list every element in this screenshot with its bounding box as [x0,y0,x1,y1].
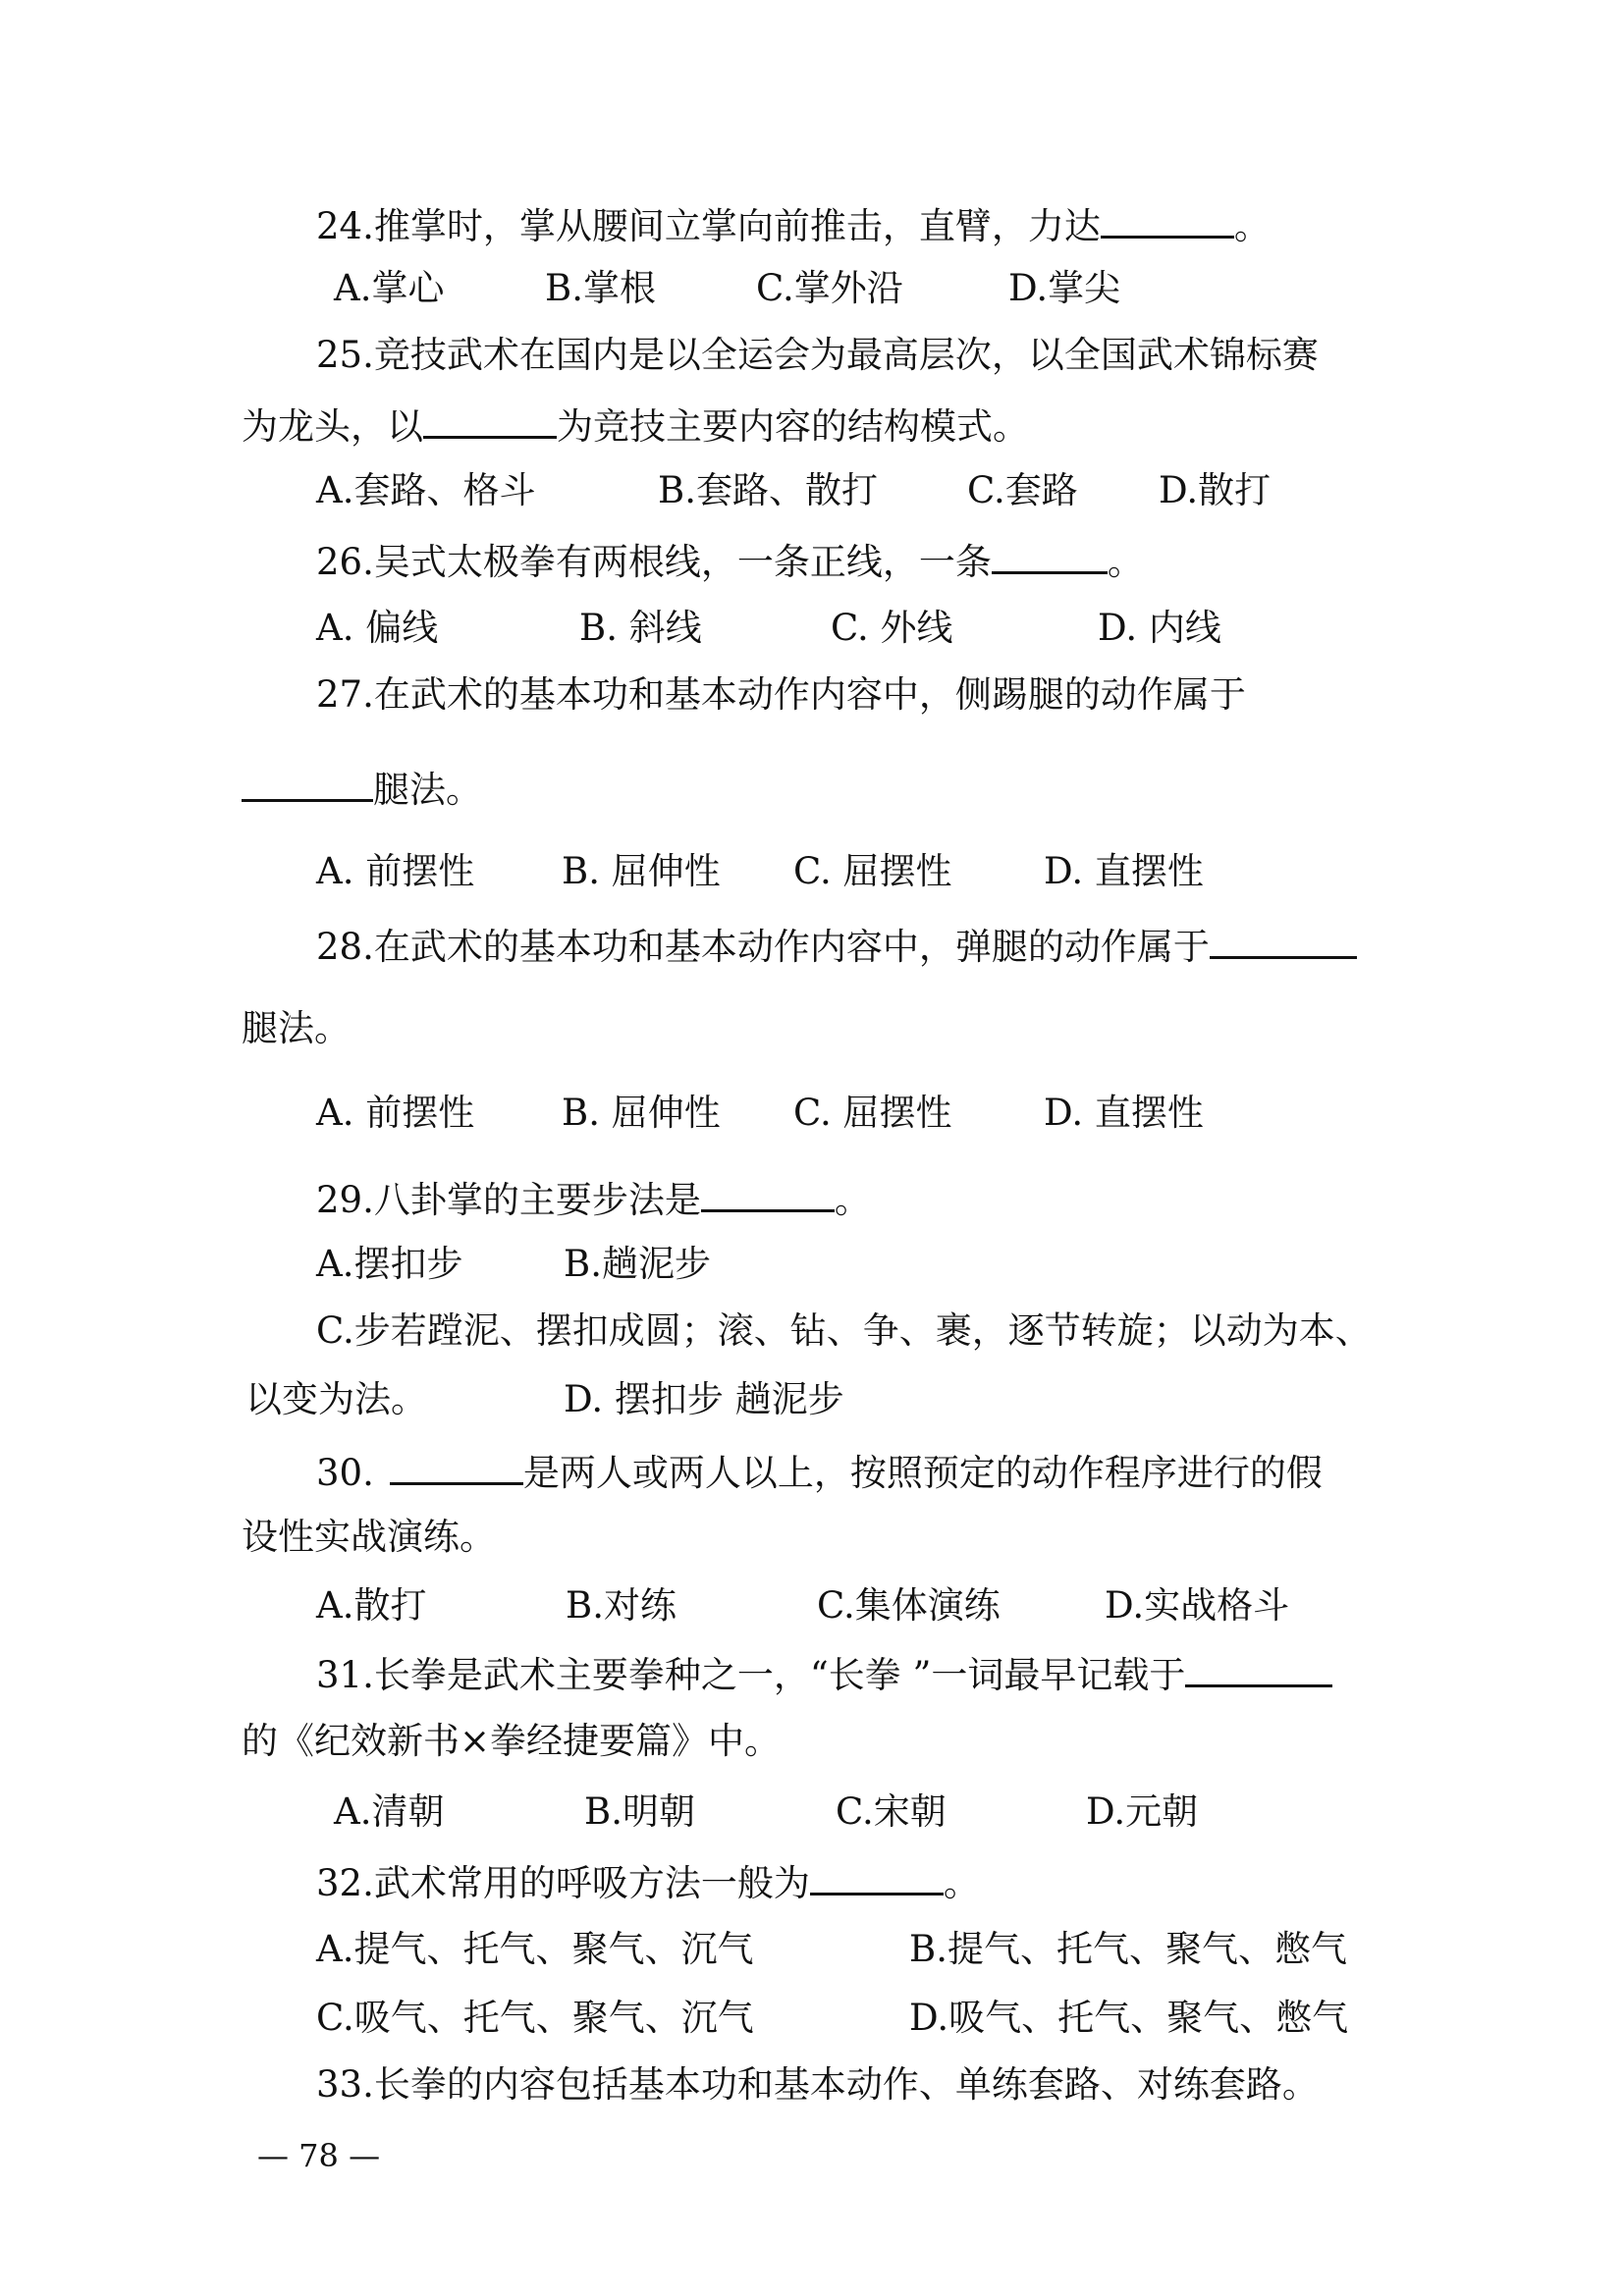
q26-stem [316,536,1144,586]
q31-option-c: C.宋朝 [836,1790,947,1833]
q24-stem-text: 24.推掌时，掌从腰间立掌向前推击，直臂，力达 [316,205,1101,247]
answer-blank [1101,200,1234,239]
q28-stem-line2: 腿法。 [242,1007,351,1049]
q28-stem-text: 28.在武术的基本功和基本动作内容中，弹腿的动作属于 [316,926,1210,968]
q30-option-d: D.实战格斗 [1105,1584,1290,1627]
q29-option-d: D. 摆扣步 趟泥步 [564,1378,844,1420]
page-number: — 78 — [257,2137,381,2174]
q24-option-a: A.掌心 [334,267,445,309]
q30-stem-text: 30. [316,1452,374,1494]
q29-stem-text: 29.八卦掌的主要步法是 [316,1179,701,1221]
q32-option-b: B.提气、托气、聚气、憋气 [909,1928,1347,1970]
q28-stem-line1 [316,921,1357,971]
q25-option-c: C.套路 [967,469,1078,511]
q25-stem-text: 为龙头，以 [242,405,423,448]
q27-option-d: D. 直摆性 [1044,850,1204,892]
q30-option-b: B.对练 [566,1584,677,1627]
q25-option-b: B.套路、散打 [658,469,878,511]
q29-option-c-line2: 以变为法。 [245,1378,427,1420]
answer-blank [810,1857,944,1896]
q32-stem [316,1857,980,1907]
q27-stem-line1: 27.在武术的基本功和基本动作内容中，侧踢腿的动作属于 [316,673,1246,716]
answer-blank [242,764,373,802]
q32-option-c: C.吸气、托气、聚气、沉气 [316,1997,754,2039]
q32-option-a: A.提气、托气、聚气、沉气 [316,1928,754,1970]
q26-option-a: A. 偏线 [316,607,439,649]
q29-option-c-line1: C.步若蹚泥、摆扣成圆；滚、钻、争、裹，逐节转旋；以动为本、 [316,1309,1372,1352]
q27-option-c: C. 屈摆性 [793,850,952,892]
q24-option-c: C.掌外沿 [756,267,903,309]
answer-blank [423,400,557,439]
q25-option-d: D.散打 [1159,469,1272,511]
q24-option-b: B.掌根 [545,267,656,309]
q26-option-b: B. 斜线 [579,607,702,649]
q31-stem-line2: 的《纪效新书×拳经捷要篇》中。 [242,1720,782,1762]
q32-stem-end: 。 [943,1862,980,1904]
q28-option-c: C. 屈摆性 [793,1092,952,1134]
q25-stem-line1: 25.竞技武术在国内是以全运会为最高层次，以全国武术锦标赛 [316,334,1319,376]
q27-option-a: A. 前摆性 [316,850,475,892]
q25-stem-line2 [242,400,1029,451]
q24-stem-end: 。 [1233,205,1271,247]
q24-stem [316,200,1271,250]
q32-stem-text: 32.武术常用的呼吸方法一般为 [316,1862,810,1904]
q31-option-d: D.元朝 [1086,1790,1199,1833]
q27-stem-end: 腿法。 [373,769,482,811]
q25-option-a: A.套路、格斗 [316,469,536,511]
q27-stem-line2 [242,764,482,814]
q30-option-c: C.集体演练 [817,1584,1001,1627]
q28-option-a: A. 前摆性 [316,1092,475,1134]
q28-option-b: B. 屈伸性 [562,1092,721,1134]
q31-stem-line1 [316,1649,1332,1699]
q26-stem-text: 26.吴式太极拳有两根线，一条正线，一条 [316,541,992,583]
q26-stem-end: 。 [1107,541,1144,583]
q30-stem-line2: 设性实战演练。 [242,1516,496,1558]
q25-stem-end: 为竞技主要内容的结构模式。 [557,405,1029,448]
q30-option-a: A.散打 [316,1584,427,1627]
q31-option-b: B.明朝 [584,1790,695,1833]
q33-stem-line1: 33.长拳的内容包括基本功和基本动作、单练套路、对练套路。 [316,2063,1319,2106]
q30-stem-line1 [316,1447,1323,1497]
answer-blank [992,536,1108,574]
q24-option-d: D.掌尖 [1008,267,1121,309]
answer-blank [1210,921,1357,959]
q29-option-a: A.摆扣步 [316,1243,463,1285]
q29-stem [316,1174,871,1224]
answer-blank [390,1447,523,1485]
q26-option-d: D. 内线 [1098,607,1221,649]
q29-option-b: B.趟泥步 [564,1243,711,1285]
q30-stem-end: 是两人或两人以上，按照预定的动作程序进行的假 [522,1452,1323,1494]
q28-option-d: D. 直摆性 [1044,1092,1204,1134]
q26-option-c: C. 外线 [831,607,953,649]
q32-option-d: D.吸气、托气、聚气、憋气 [909,1997,1349,2039]
q31-option-a: A.清朝 [334,1790,445,1833]
q27-option-b: B. 屈伸性 [562,850,721,892]
answer-blank [1185,1649,1332,1687]
q29-stem-end: 。 [834,1179,871,1221]
q31-stem-text: 31.长拳是武术主要拳种之一，“长拳 ”一词最早记载于 [316,1654,1186,1696]
answer-blank [701,1174,835,1212]
